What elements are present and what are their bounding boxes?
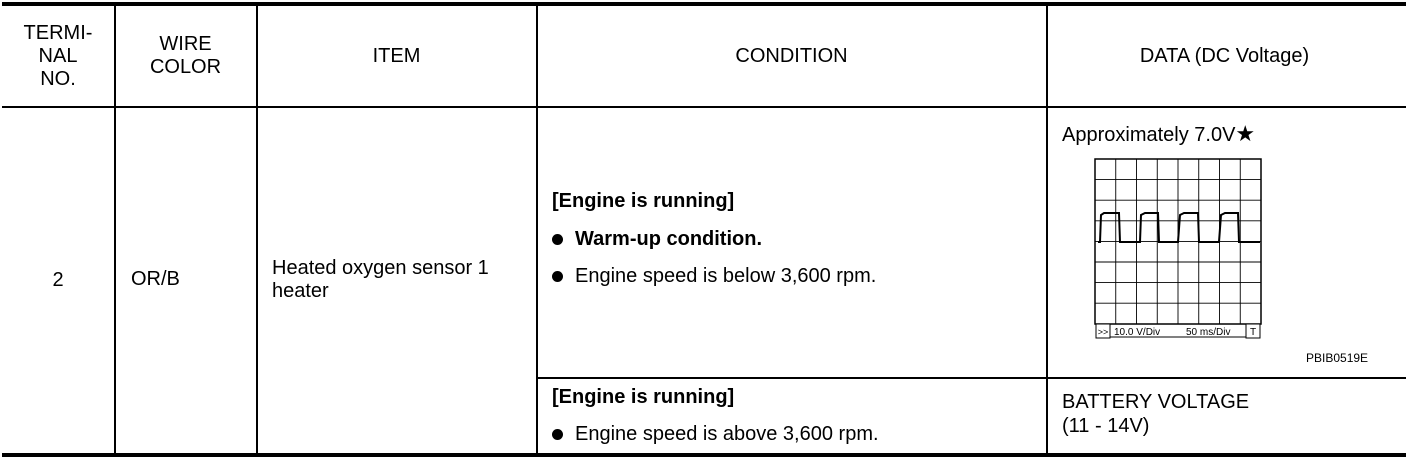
bullet-dot-icon bbox=[552, 271, 563, 282]
header-wire-color: WIRE COLOR bbox=[149, 33, 222, 78]
bullet-text: Engine speed is above 3,600 rpm. bbox=[575, 423, 879, 445]
header-data: DATA (DC Voltage) bbox=[1139, 44, 1310, 67]
condition-title: [Engine is running] bbox=[552, 386, 735, 408]
svg-text:50 ms/Div: 50 ms/Div bbox=[1186, 327, 1231, 338]
bullet-dot-icon bbox=[552, 429, 563, 440]
bullet-dot-icon bbox=[552, 234, 563, 245]
svg-text:T: T bbox=[1249, 327, 1257, 338]
terminal-number: 2 bbox=[52, 268, 64, 291]
header-item: ITEM bbox=[372, 44, 421, 67]
data-value-battery: BATTERY VOLTAGE (11 - 14V) bbox=[1062, 391, 1250, 437]
svg-text:>>: >> bbox=[1097, 327, 1109, 337]
svg-text:10.0 V/Div: 10.0 V/Div bbox=[1114, 327, 1161, 338]
condition-1 bbox=[552, 190, 1042, 288]
oscilloscope-grid-icon bbox=[1094, 158, 1262, 340]
item-value: Heated oxygen sensor 1 heater bbox=[272, 257, 489, 302]
wire-color-value: OR/B bbox=[131, 268, 180, 290]
data-table bbox=[2, 2, 1406, 457]
row-divider bbox=[536, 377, 1406, 379]
star-icon: ★ bbox=[1235, 121, 1256, 146]
condition-title: [Engine is running] bbox=[552, 190, 735, 212]
data-text: Approximately 7.0V bbox=[1062, 124, 1236, 146]
bullet-text: Warm-up condition. bbox=[575, 228, 763, 250]
header-terminal-no: TERMI- NAL NO. bbox=[23, 21, 93, 90]
condition-2 bbox=[552, 386, 1042, 446]
condition-bullet bbox=[552, 265, 1042, 288]
data-value-approx bbox=[1062, 122, 1255, 147]
figure-reference: PBIB0519E bbox=[1306, 351, 1369, 365]
header-divider bbox=[2, 106, 1406, 108]
condition-bullet bbox=[552, 228, 1042, 251]
condition-bullet bbox=[552, 423, 1042, 446]
header-condition: CONDITION bbox=[735, 44, 848, 67]
oscilloscope-waveform bbox=[1094, 158, 1262, 340]
bullet-text: Engine speed is below 3,600 rpm. bbox=[575, 265, 877, 287]
